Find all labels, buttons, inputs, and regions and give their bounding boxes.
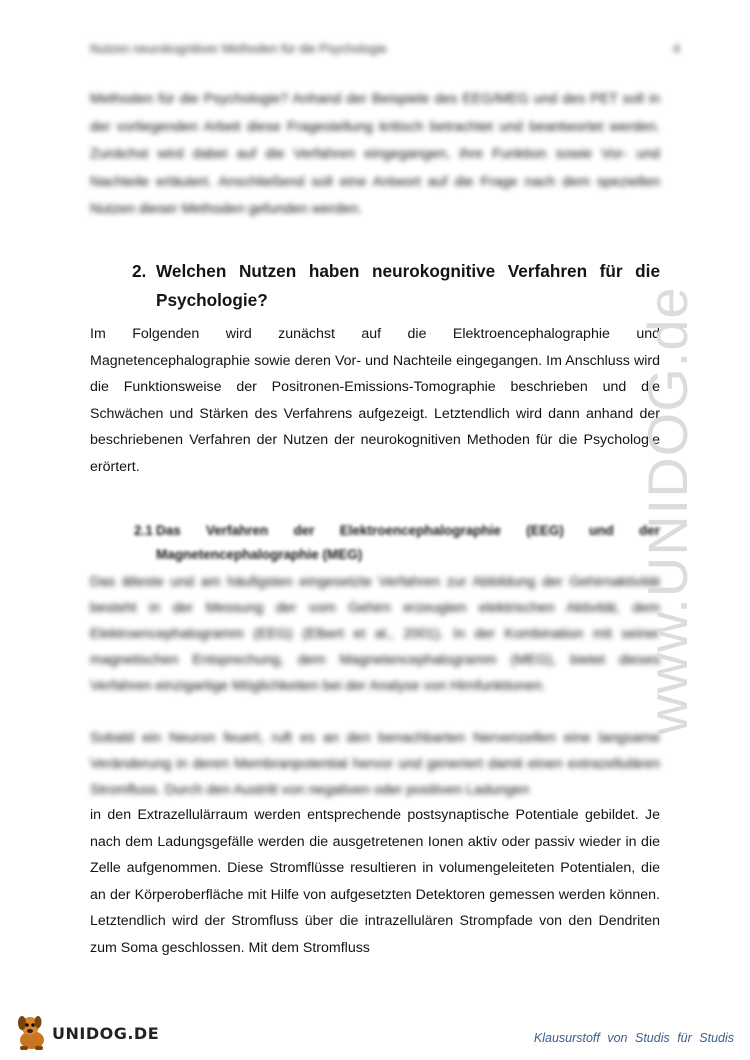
subsection-paragraph-2: Sobald ein Neuron feuert, ruft es an den benachbarten Nervenzellen eine langsame Veränderung in deren Membranpotential hervor und generiert damit einen extrazellulären Stromfluss. Durch den Austritt von negativen oder positiven Ladungen [90, 730, 660, 798]
footer-slogan: Klausurstoff von Studis für Studis [533, 1031, 734, 1045]
subsection-heading [134, 519, 660, 567]
section-body-paragraph: Im Folgenden wird zunächst auf die Elektroencephalographie und Magnetencephalographie sowie deren Vor- und Nachteile eingegangen. Im Anschluss wird die Funktionsweise der Positronen-Emissions-Tomographie beschrieben und die Schwächen und Stärken des Verfahrens aufgezeigt. Letztendlich wird dann anhand der beschriebenen Verfahren der Nutzen der neurokognitiven Methoden für die Psychologie erörtert. [90, 326, 660, 475]
watermark: www.UNIDOG.de [636, 286, 699, 735]
subsection-paragraph-1: Das älteste und am häufigsten eingesetzte Verfahren zur Abbildung der Gehirnaktivität besteht in der Messung der vom Gehirn erzeugten elektrischen Aktivität, dem Elektroencephalogramm (EEG) (Elbert et al., 2001). In der Kombination mit seiner magnetischen Entsprechung, dem Magnetencephalogramm (MEG), bietet dieses Verfahren einzigartige Möglichkeiten bei der Analyse von Hirnfunktionen. [90, 574, 660, 694]
section-title: Welchen Nutzen haben neurokognitive Verfahren für die Psychologie? [156, 261, 660, 310]
unidog-logo [10, 1010, 160, 1054]
running-title: Nutzen neurokognitiver Methoden für die Psychologie [90, 42, 387, 56]
subsection-paragraph-3: in den Extrazellulärraum werden entsprechende postsynaptische Potentiale gebildet. Je nach dem Ladungsgefälle werden die ausgetretenen Ionen aktiv oder passiv wieder in die Zelle aufgenommen. Diese Stromflüsse resultieren in volumengeleiteten Potentialen, die an der Körperoberfläche mit Hilfe von aufgesetzten Detektoren gemessen werden können. Letztendlich wird der Stromfluss über die intrazellulären Strompfade von den Dendriten zum Soma geschlossen. Mit dem Stromfluss [90, 807, 660, 956]
section-heading [132, 257, 660, 315]
dog-mascot-icon [10, 1010, 54, 1054]
subsection-number: 2.1 [134, 523, 153, 538]
subsection-paragraph-2-blurred [90, 725, 660, 803]
logo-text: UNIDOG.DE [52, 1024, 160, 1043]
intro-paragraph: Methoden für die Psychologie? Anhand der Beispiele des EEG/MEG und des PET soll in der vorliegenden Arbeit diese Fragestellung kritisch betrachtet und beantwortet werden. Zunächst wird dabei auf die Verfahren eingegangen, ihre Funktion sowie Vor- und Nachteile erläutert. Anschließend soll eine Antwort auf die Frage nach dem speziellen Nutzen dieser Methoden gefunden werden. [90, 91, 660, 217]
section-number: 2. [132, 261, 147, 281]
page-number: 4 [673, 42, 680, 56]
subsection-title: Das Verfahren der Elektroencephalographie (EEG) und der Magnetencephalographie (MEG) [156, 523, 660, 562]
